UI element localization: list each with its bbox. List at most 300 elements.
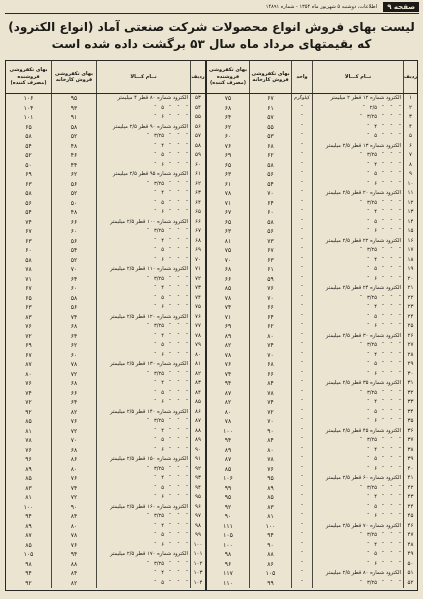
factory-price-cell: ۵۵ [249, 123, 291, 133]
table-row [207, 436, 417, 446]
retail-price-cell: ۹۲ [224, 503, 232, 511]
item-name-cell: ″ ″ ″ ۵ ″ [312, 360, 403, 370]
unit-cell: ″ [291, 436, 312, 446]
item-name-cell: ″ ″ ″ ۳/۲۵ ″ [312, 531, 403, 541]
item-name-cell: ″ ″ ″ ۴ ″ [96, 522, 190, 532]
factory-price-cell: ۷۴ [51, 484, 96, 494]
table-row [207, 161, 417, 171]
item-name-cell: ″ ″ ″ ۳/۲۵ ″ [312, 246, 403, 256]
row-number-cell: ۳۸ [403, 446, 417, 456]
factory-price-cell: ۸۸ [51, 560, 96, 570]
row-number-cell: ۱۷ [403, 246, 417, 256]
factory-price-cell: ۶۲ [51, 170, 96, 180]
retail-price-cell: ۸۹ [25, 465, 32, 473]
retail-price-cell: ۸۲ [224, 342, 232, 349]
factory-price-cell: ۷۶ [51, 474, 96, 484]
row-number-cell: ۳۰ [403, 370, 417, 380]
unit-cell: ″ [291, 474, 312, 484]
factory-price-cell: ۶۳ [249, 256, 291, 266]
retail-price-cell: ۸۷ [25, 532, 32, 539]
table-row [207, 512, 417, 522]
item-name-cell: الکترود شماره ۸۰ قطر ۲/۵ میلیمتر [312, 569, 403, 579]
item-name-cell: ″ ″ ″ ۴ ″ [96, 427, 190, 437]
row-number-cell: ۴۹ [403, 550, 417, 560]
table-row [6, 170, 205, 180]
table-row [6, 360, 205, 370]
table-row [207, 94, 417, 104]
retail-price-cell: ۹۶ [25, 456, 32, 463]
row-number-cell: ۴۲ [403, 484, 417, 494]
item-name-cell: الکترود شماره ۳۵ قطر ۲/۵ میلیمتر [312, 379, 403, 389]
factory-price-cell: ۹۳ [51, 104, 96, 114]
retail-price-cell: ۷۴ [224, 304, 232, 311]
unit-cell: ″ [291, 465, 312, 475]
factory-price-cell: ۷۶ [249, 284, 291, 294]
table-row [6, 351, 205, 361]
retail-price-cell: ۷۸ [224, 418, 232, 425]
table-row [6, 189, 205, 199]
row-number-cell: ۱۱ [403, 189, 417, 199]
factory-price-cell: ۸۸ [249, 550, 291, 560]
table-row [6, 579, 205, 589]
table-row [6, 465, 205, 475]
unit-cell: ″ [291, 227, 312, 237]
retail-price-cell: ۱۰۰ [23, 503, 34, 511]
retail-price-cell: ۵۸ [25, 190, 32, 197]
item-name-cell: ″ ″ ″ ۴ ″ [312, 446, 403, 456]
table-row [207, 341, 417, 351]
row-number-cell: ۹۰ [190, 446, 205, 456]
factory-price-cell: ۵۸ [51, 294, 96, 304]
factory-price-cell: ۸۰ [51, 522, 96, 532]
factory-price-cell: ۶۲ [249, 151, 291, 161]
table-row [6, 123, 205, 133]
table-row [207, 218, 417, 228]
row-number-cell: ۶۱ [190, 170, 205, 180]
header-retail-price: بهای تکفروشی فروشنده (مصرف کننده) [209, 67, 247, 87]
row-number-cell: ۱۴ [403, 218, 417, 228]
unit-cell: ″ [291, 398, 312, 408]
unit-cell: ″ [291, 208, 312, 218]
header-item-name: نــام کـــالا [96, 61, 190, 93]
table-row [6, 237, 205, 247]
factory-price-cell: ۷۲ [51, 370, 96, 380]
row-number-cell: ۲۹ [403, 360, 417, 370]
retail-price-cell: ۷۲ [25, 332, 32, 340]
retail-price-cell: ۹۴ [25, 513, 32, 520]
item-name-cell: ″ ″ ″ ۶ ″ [312, 560, 403, 570]
unit-cell: ″ [291, 256, 312, 266]
table-row [207, 446, 417, 456]
retail-price-cell: ۷۸ [25, 437, 32, 444]
factory-price-cell: ۷۰ [249, 351, 291, 361]
item-name-cell: ″ ″ ″ ۶ ″ [96, 303, 190, 313]
item-name-cell: ″ ″ ″ ۴ ″ [312, 351, 403, 361]
table-row [6, 569, 205, 579]
unit-cell: ″ [291, 455, 312, 465]
item-name-cell: ″ ″ ″ ۵ ″ [96, 389, 190, 399]
retail-price-cell: ۷۴ [25, 389, 32, 397]
row-number-cell: ۴۰ [403, 465, 417, 475]
retail-price-cell: ۶۵ [224, 161, 232, 169]
factory-price-cell: ۶۲ [249, 322, 291, 332]
table-row [6, 446, 205, 456]
retail-price-cell: ۷۶ [224, 361, 232, 368]
item-name-cell: ″ ″ ″ ۶ ″ [96, 256, 190, 266]
row-number-cell: ۳۵ [403, 417, 417, 427]
table-row [207, 189, 417, 199]
header-row-number: ردیف [403, 61, 417, 93]
item-name-cell: ″ ″ ″ ۳/۲۵ ″ [96, 465, 190, 475]
unit-cell: ″ [291, 265, 312, 275]
table-row [6, 208, 205, 218]
row-number-cell: ۱۰۰ [190, 541, 205, 551]
item-name-cell: ″ ″ ″ ۵ ″ [312, 455, 403, 465]
row-number-cell: ۳ [403, 113, 417, 123]
table-row [207, 265, 417, 275]
unit-cell: ″ [291, 550, 312, 560]
table-row [6, 104, 205, 114]
row-number-cell: ۷۸ [190, 332, 205, 342]
table-row [207, 151, 417, 161]
row-number-cell: ۸۱ [190, 360, 205, 370]
row-number-cell: ۵ [403, 132, 417, 142]
unit-cell: ″ [291, 493, 312, 503]
item-name-cell: ″ ″ ″ ۳/۲۵ ″ [312, 484, 403, 494]
table-row [207, 142, 417, 152]
row-number-cell: ۹۳ [190, 474, 205, 484]
table-row [207, 170, 417, 180]
item-name-cell: ″ ″ ″ ۶ ″ [312, 512, 403, 522]
item-name-cell: ″ ″ ″ ۶ ″ [96, 161, 190, 171]
item-name-cell: الکترود شماره ۲۲ قطر ۲/۵ میلیمتر [312, 237, 403, 247]
factory-price-cell: ۵۶ [51, 303, 96, 313]
row-number-cell: ۴۷ [403, 531, 417, 541]
item-name-cell: الکترود شماره ۱۳ قطر ۲/۵ میلیمتر [312, 142, 403, 152]
table-row [6, 294, 205, 304]
factory-price-cell: ۷۲ [51, 493, 96, 503]
retail-price-cell: ۹۲ [25, 579, 32, 587]
retail-price-cell: ۱۱۷ [223, 570, 233, 577]
unit-cell: ″ [291, 512, 312, 522]
table-row [207, 379, 417, 389]
row-number-cell: ۸۹ [190, 436, 205, 446]
retail-price-cell: ۶۳ [25, 180, 32, 188]
table-row [207, 294, 417, 304]
item-name-cell: ″ ″ ″ ۵ ″ [96, 531, 190, 541]
factory-price-cell: ۸۳ [249, 503, 291, 513]
unit-cell: ″ [291, 370, 312, 380]
table-row [207, 303, 417, 313]
retail-price-cell: ۷۱ [224, 313, 232, 321]
row-number-cell: ۸۸ [190, 427, 205, 437]
item-name-cell: ″ ″ ″ ۳/۲۵ ″ [312, 579, 403, 589]
row-number-cell: ۲۳ [403, 303, 417, 313]
table-row [207, 493, 417, 503]
retail-price-cell: ۵۴ [25, 209, 32, 216]
retail-price-cell: ۶۳ [25, 237, 32, 245]
unit-cell: ″ [291, 379, 312, 389]
factory-price-cell: ۶۸ [249, 142, 291, 152]
unit-cell: ″ [291, 446, 312, 456]
retail-price-cell: ۷۸ [224, 351, 232, 359]
factory-price-cell: ۸۴ [249, 436, 291, 446]
row-number-cell: ۷۷ [190, 322, 205, 332]
retail-price-cell: ۶۹ [224, 323, 232, 330]
retail-price-cell: ۶۹ [224, 152, 232, 159]
row-number-cell: ۱ [403, 94, 417, 104]
item-name-cell: ″ ″ ″ ۵ ″ [96, 294, 190, 304]
retail-price-cell: ۷۱ [25, 275, 32, 283]
table-row [207, 104, 417, 114]
retail-price-cell: ۷۴ [224, 370, 232, 378]
unit-cell: ″ [291, 322, 312, 332]
table-row [6, 199, 205, 209]
unit-cell: ″ [291, 313, 312, 323]
issue-date-line: اطلاعات، دوشنبه ۵ شهریور ماه ۱۳۵۴ - شماره ۱۴۸۹۱ [265, 4, 377, 10]
factory-price-cell: ۹۵ [51, 94, 96, 104]
table-row [6, 560, 205, 570]
row-number-cell: ۱۹ [403, 265, 417, 275]
factory-price-cell: ۸۵ [249, 493, 291, 503]
factory-price-cell: ۶۸ [51, 322, 96, 332]
row-number-cell: ۸۴ [190, 389, 205, 399]
unit-cell: ″ [291, 284, 312, 294]
item-name-cell: الکترود شماره ۱۰۰ قطر ۲/۵ میلیمتر [96, 218, 190, 228]
retail-price-cell: ۷۸ [224, 190, 232, 197]
retail-price-cell: ۶۱ [224, 180, 232, 188]
row-number-cell: ۴۳ [403, 493, 417, 503]
retail-price-cell: ۵۲ [25, 152, 32, 159]
table-row [207, 484, 417, 494]
item-name-cell: الکترود شماره ۲۴ قطر ۲/۵ میلیمتر [312, 284, 403, 294]
retail-price-cell: ۷۵ [224, 95, 232, 102]
table-row [207, 579, 417, 589]
row-number-cell: ۷۵ [190, 303, 205, 313]
unit-cell: ″ [291, 142, 312, 152]
retail-price-cell: ۸۵ [25, 541, 32, 549]
factory-price-cell: ۶۰ [249, 208, 291, 218]
item-name-cell: ″ ″ ″ ۵ ″ [312, 503, 403, 513]
row-number-cell: ۷۹ [190, 341, 205, 351]
header-item-name: نــام کـــالا [312, 61, 403, 93]
row-number-cell: ۱۸ [403, 256, 417, 266]
table-row [6, 408, 205, 418]
retail-price-cell: ۱۱۰ [223, 579, 233, 587]
table-row [6, 275, 205, 285]
masthead [5, 2, 419, 14]
row-number-cell: ۹ [403, 170, 417, 180]
header-factory-price: بهای تکفروشی فروش کارخانه [51, 61, 96, 93]
factory-price-cell: ۷۸ [249, 389, 291, 399]
retail-price-cell: ۶۵ [224, 218, 232, 226]
row-number-cell: ۲۵ [403, 322, 417, 332]
unit-cell: ″ [291, 522, 312, 532]
row-number-cell: ۹۶ [190, 503, 205, 513]
item-name-cell: ″ ″ ″ ۶ ″ [312, 417, 403, 427]
factory-price-cell: ۷۸ [51, 531, 96, 541]
retail-price-cell: ۸۳ [25, 313, 32, 321]
table-row [6, 370, 205, 380]
retail-price-cell: ۹۸ [224, 551, 232, 558]
table-row [207, 256, 417, 266]
item-name-cell: ″ ″ ″ ۴ ″ [312, 161, 403, 171]
retail-price-cell: ۶۶ [224, 275, 232, 283]
row-number-cell: ۹۴ [190, 484, 205, 494]
table-row [6, 379, 205, 389]
factory-price-cell: ۵۶ [51, 237, 96, 247]
item-name-cell: ″ ″ ″ ۶ ″ [312, 180, 403, 190]
factory-price-cell: ۱۰۰ [249, 522, 291, 532]
item-name-cell: ″ ″ ″ ۳/۲۵ ″ [312, 389, 403, 399]
table-row [207, 531, 417, 541]
price-table [5, 60, 418, 591]
factory-price-cell: ۹۴ [249, 531, 291, 541]
unit-cell: ″ [291, 104, 312, 114]
row-number-cell: ۷۱ [190, 265, 205, 275]
row-number-cell: ۱۶ [403, 237, 417, 247]
item-name-cell: ″ ″ ″ ۶ ″ [312, 227, 403, 237]
item-name-cell: ″ ″ ″ ۵ ″ [96, 341, 190, 351]
unit-cell: ″ [291, 531, 312, 541]
row-number-cell: ۶۷ [190, 227, 205, 237]
retail-price-cell: ۵۴ [25, 142, 32, 150]
unit-cell: ″ [291, 541, 312, 551]
row-number-cell: ۹۱ [190, 455, 205, 465]
unit-cell: کیلوگرم [291, 94, 312, 104]
retail-price-cell: ۷۶ [25, 380, 32, 387]
row-number-cell: ۹۸ [190, 522, 205, 532]
item-name-cell: الکترود شماره ۱۷۰ قطر ۲/۵ میلیمتر [96, 550, 190, 560]
retail-price-cell: ۸۹ [224, 446, 232, 454]
unit-cell: ″ [291, 151, 312, 161]
item-name-cell: ″ ″ ″ ۵ ″ [312, 550, 403, 560]
retail-price-cell: ۸۰ [25, 370, 32, 378]
row-number-cell: ۲۰ [403, 275, 417, 285]
retail-price-cell: ۶۳ [224, 228, 232, 235]
item-name-cell: الکترود شماره ۱۲۰ قطر ۲/۵ میلیمتر [96, 313, 190, 323]
row-number-cell: ۶۵ [190, 208, 205, 218]
factory-price-cell: ۶۶ [249, 303, 291, 313]
row-number-cell: ۱۰۲ [190, 560, 205, 570]
factory-price-cell: ۶۴ [249, 313, 291, 323]
unit-cell: ″ [291, 351, 312, 361]
table-left-half [6, 61, 205, 590]
retail-price-cell: ۸۱ [224, 237, 232, 245]
retail-price-cell: ۶۰ [25, 247, 32, 254]
title-line-2: که بقیمتهای مرداد ماه سال ۵۳ برگشت داده شده است [51, 37, 372, 51]
row-number-cell: ۱۰۴ [190, 579, 205, 589]
factory-price-cell: ۸۴ [249, 379, 291, 389]
factory-price-cell: ۷۰ [51, 265, 96, 275]
unit-cell: ″ [291, 246, 312, 256]
item-name-cell: ″ ″ ″ ۶ ″ [96, 493, 190, 503]
row-number-cell: ۲۶ [403, 332, 417, 342]
row-number-cell: ۳۹ [403, 455, 417, 465]
factory-price-cell: ۶۴ [51, 398, 96, 408]
row-number-cell: ۴۶ [403, 522, 417, 532]
table-row [6, 398, 205, 408]
item-name-cell: ″ ″ ″ ۵ ″ [96, 246, 190, 256]
item-name-cell: الکترود شماره ۹۰ قطر ۲/۵ میلیمتر [96, 123, 190, 133]
table-row [207, 370, 417, 380]
factory-price-cell: ۶۸ [249, 360, 291, 370]
item-name-cell: الکترود شماره ۱۴۰ قطر ۲/۵ میلیمتر [96, 408, 190, 418]
item-name-cell: ″ ″ ″ ۶ ″ [96, 113, 190, 123]
factory-price-cell: ۷۳ [249, 237, 291, 247]
item-name-cell: الکترود شماره ۱۵۰ قطر ۲/۵ میلیمتر [96, 455, 190, 465]
table-row [6, 265, 205, 275]
row-number-cell: ۵۲ [403, 579, 417, 589]
item-name-cell: الکترود شماره ۹۵ قطر ۲/۵ میلیمتر [96, 170, 190, 180]
retail-price-cell: ۷۸ [25, 266, 32, 273]
item-name-cell: ″ ″ ″ ۴ ″ [96, 474, 190, 484]
table-row [6, 256, 205, 266]
row-number-cell: ۴۱ [403, 474, 417, 484]
table-row [207, 417, 417, 427]
table-row [207, 351, 417, 361]
table-row [6, 474, 205, 484]
item-name-cell: ″ ″ ″ ۵ ″ [96, 199, 190, 209]
factory-price-cell: ۵۲ [51, 189, 96, 199]
table-row [207, 246, 417, 256]
factory-price-cell: ۶۶ [51, 389, 96, 399]
item-name-cell: ″ ″ ″ ۳/۲۵ ″ [312, 294, 403, 304]
item-name-cell: ″ ″ ″ ۵ ″ [312, 408, 403, 418]
factory-price-cell: ۴۴ [51, 161, 96, 171]
table-row [6, 246, 205, 256]
retail-price-cell: ۷۶ [224, 142, 232, 150]
factory-price-cell: ۷۸ [51, 360, 96, 370]
item-name-cell: ″ ″ ″ ۳/۲۵ ″ [96, 370, 190, 380]
unit-cell: ″ [291, 237, 312, 247]
item-name-cell: ″ ″ ″ ۲/۵ ″ [312, 104, 403, 114]
table-right-half [205, 61, 417, 590]
unit-cell: ″ [291, 560, 312, 570]
factory-price-cell: ۹۱ [51, 113, 96, 123]
row-number-cell: ۵۵ [190, 113, 205, 123]
row-number-cell: ۸۲ [190, 370, 205, 380]
retail-price-cell: ۸۵ [224, 465, 232, 473]
factory-price-cell: ۶۰ [51, 284, 96, 294]
retail-price-cell: ۵۸ [25, 256, 32, 264]
factory-price-cell: ۵۸ [249, 161, 291, 171]
table-body-left [6, 94, 205, 588]
row-number-cell: ۳۶ [403, 427, 417, 437]
item-name-cell: ″ ″ ″ ۶ ″ [96, 398, 190, 408]
factory-price-cell: ۷۶ [51, 541, 96, 551]
factory-price-cell: ۹۰ [249, 541, 291, 551]
factory-price-cell: ۷۰ [249, 417, 291, 427]
retail-price-cell: ۷۸ [224, 294, 232, 302]
table-row [207, 503, 417, 513]
table-row [6, 455, 205, 465]
item-name-cell: ″ ″ ″ ۳/۲۵ ″ [96, 275, 190, 285]
table-row [207, 550, 417, 560]
item-name-cell: ″ ″ ″ ۴ ″ [312, 398, 403, 408]
table-row [207, 455, 417, 465]
item-name-cell: ″ ″ ″ ۶ ″ [96, 446, 190, 456]
factory-price-cell: ۶۰ [51, 351, 96, 361]
table-row [207, 560, 417, 570]
item-name-cell: الکترود شماره ۸۰ قطر ۴ میلیمتر [96, 94, 190, 104]
factory-price-cell: ۶۴ [51, 275, 96, 285]
factory-price-cell: ۵۲ [51, 132, 96, 142]
item-name-cell: ″ ″ ″ ۴ ″ [96, 142, 190, 152]
item-name-cell: ″ ″ ″ ۳/۲۵ ″ [96, 227, 190, 237]
factory-price-cell: ۹۰ [249, 427, 291, 437]
item-name-cell: ″ ″ ″ ۳/۲۵ ″ [312, 113, 403, 123]
